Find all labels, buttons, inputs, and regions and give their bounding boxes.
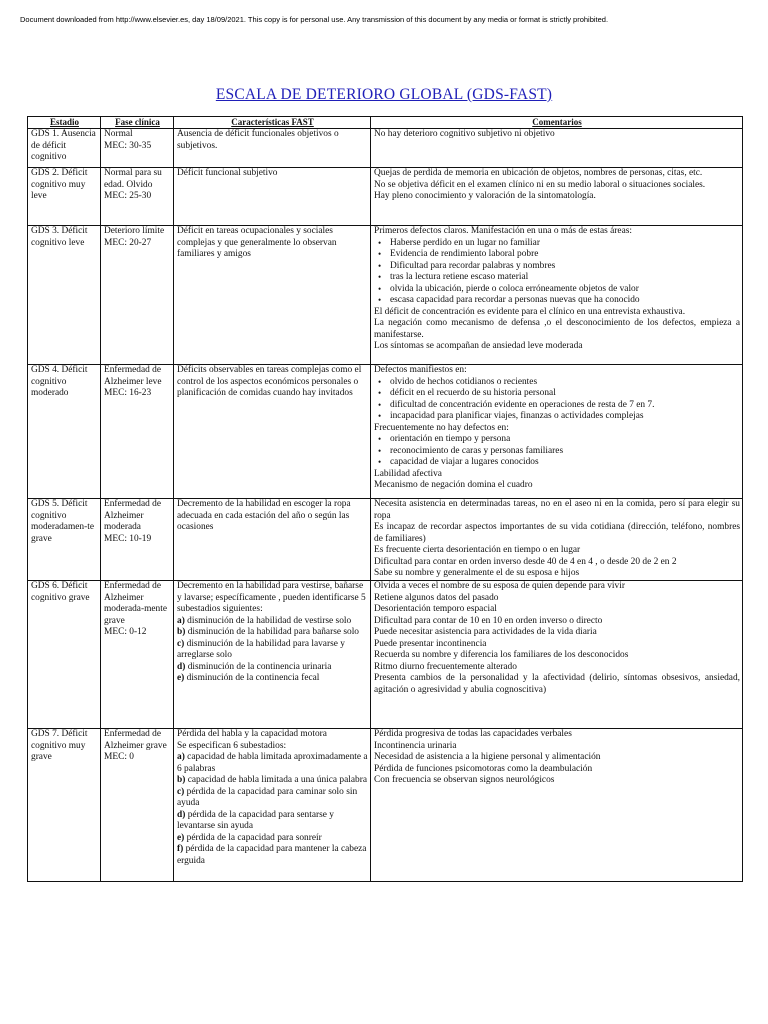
fase-line: MEC: 25-30 — [104, 191, 152, 201]
comentarios-cell — [371, 365, 743, 499]
comentarios-cell — [371, 168, 743, 226]
fast-subitem — [177, 662, 368, 674]
fast-subitem — [177, 673, 368, 685]
comment-line: Los síntomas se acompañan de ansiedad leve moderada — [374, 341, 583, 351]
fase-line: Enfermedad de Alzheimer moderada — [104, 499, 162, 532]
fast-cell — [174, 168, 371, 226]
list-item: • Evidencia de rendimiento laboral pobre — [390, 249, 740, 261]
comment-line: Dificultad para contar de 10 en 10 en orden inverso o directo — [374, 615, 603, 626]
comment-line: Quejas de perdida de memoria en ubicación de objetos, nombres de personas, citas, etc. — [374, 168, 703, 178]
estadio-cell — [28, 226, 101, 365]
fast-subitem — [177, 627, 368, 639]
fast-subitem — [177, 810, 368, 833]
comment-line: Sabe su nombre y generalmente el de su esposa e hijos — [374, 568, 580, 578]
comment-line: La negación como mecanismo de defensa ,o el desconocimiento de los defectos, empieza a manifestarse. — [374, 318, 740, 340]
fase-clinica-cell — [101, 129, 174, 168]
list-item: • Dificultad para recordar palabras y nombres — [390, 261, 740, 273]
comment-line: Frecuentemente no hay defectos en: — [374, 422, 509, 433]
comment-line: Primeros defectos claros. Manifestación en una o más de estas áreas: — [374, 226, 632, 236]
table-row — [28, 581, 743, 729]
list-item: • orientación en tiempo y persona — [390, 434, 740, 446]
fast-cell — [174, 499, 371, 581]
subitem-letter: e) — [177, 673, 187, 683]
comment-line: Presenta cambios de la personalidad y la afectividad (delirio, síntomas obsesivos, ansiedad, agitación o agresividad y abulia cognoscitiva) — [374, 673, 740, 695]
fast-cell — [174, 581, 371, 729]
subitem-letter: d) — [177, 661, 188, 672]
table-row — [28, 499, 743, 581]
header-comentarios: Comentarios — [371, 117, 743, 129]
list-item: • déficit en el recuerdo de su historia personal — [390, 388, 740, 400]
subitem-text: capacidad de habla limitada a una única palabra — [187, 775, 368, 785]
subitem-text: disminución de la habilidad para lavarse y arreglarse solo — [177, 638, 345, 660]
header-estadio: Estadio — [28, 117, 101, 129]
list-item: • dificultad de concentración evidente en operaciones de resta de 7 en 7. — [390, 400, 740, 412]
subitem-letter: a) — [177, 752, 188, 762]
subitem-text: pérdida de la capacidad para sentarse y levantarse sin ayuda — [177, 809, 334, 831]
fase-line: MEC: 0-12 — [104, 627, 147, 637]
fase-clinica-cell — [101, 729, 174, 882]
subitem-letter: b) — [177, 775, 188, 785]
comentarios-cell — [371, 499, 743, 581]
comentarios-cell — [371, 581, 743, 729]
comment-line: El déficit de concentración es evidente para el clínico en una entrevista exhaustiva. — [374, 306, 686, 317]
fase-line: MEC: 30-35 — [104, 140, 152, 151]
fase-line: MEC: 20-27 — [104, 237, 152, 248]
subitem-text: disminución de la continencia fecal — [186, 673, 320, 683]
comment-line: Desorientación temporo espacial — [374, 604, 497, 614]
estadio-cell — [28, 499, 101, 581]
list-item: • olvida la ubicación, pierde o coloca erróneamente objetos de valor — [390, 284, 740, 296]
fast-cell — [174, 226, 371, 365]
comentarios-cell — [371, 729, 743, 882]
fast-subitem — [177, 639, 368, 662]
fase-clinica-cell — [101, 365, 174, 499]
fast-cell — [174, 729, 371, 882]
fast-text: Déficit funcional subjetivo — [177, 168, 278, 178]
bullet-list — [374, 434, 740, 469]
comment-line: Pérdida de funciones psicomotoras como la deambulación — [374, 763, 593, 774]
fast-subitem — [177, 775, 368, 787]
comment-line: Retiene algunos datos del pasado — [374, 592, 499, 603]
comment-line: Con frecuencia se observan signos neurológicos — [374, 775, 555, 785]
fast-intro: Se especifican 6 subestadios: — [177, 740, 287, 751]
fast-subitem — [177, 787, 368, 810]
table-row — [28, 226, 743, 365]
bullet-list — [374, 238, 740, 307]
comment-line: Es frecuente cierta desorientación en tiempo o en lugar — [374, 545, 581, 555]
comment-line: Necesidad de asistencia a la higiene personal y alimentación — [374, 752, 601, 762]
comentarios-cell — [371, 226, 743, 365]
comment-line: No hay deterioro cognitivo subjetivo ni objetivo — [374, 129, 555, 139]
subitem-text: disminución de la habilidad para bañarse solo — [187, 627, 359, 637]
estadio-cell — [28, 129, 101, 168]
fase-line: MEC: 0 — [104, 752, 134, 762]
comment-line: Dificultad para contar en orden inverso desde 40 de 4 en 4 , o desde 20 de 2 en 2 — [374, 556, 677, 567]
subitem-text: capacidad de habla limitada aproximadamente a 6 palabras — [177, 752, 368, 774]
list-item: • capacidad de viajar a lugares conocidos — [390, 457, 740, 469]
subitem-letter: c) — [177, 638, 187, 649]
estadio-cell — [28, 729, 101, 882]
subitem-letter: d) — [177, 809, 188, 820]
fast-subitem — [177, 752, 368, 775]
subitem-letter: c) — [177, 786, 187, 797]
fase-clinica-cell — [101, 581, 174, 729]
bullet-list — [374, 377, 740, 423]
table-row — [28, 365, 743, 499]
comment-line: Pérdida progresiva de todas las capacidades verbales — [374, 729, 572, 739]
fast-intro: Decremento en la habilidad para vestirse, bañarse y lavarse; específicamente , pueden identificarse 5 subestadios siguientes: — [177, 581, 366, 614]
subitem-letter: e) — [177, 832, 187, 843]
estadio-cell — [28, 581, 101, 729]
table-row — [28, 129, 743, 168]
fase-line: MEC: 10-19 — [104, 533, 152, 544]
comment-line: Puede presentar incontinencia — [374, 638, 487, 649]
list-item: • escasa capacidad para recordar a personas nuevas que ha conocido — [390, 295, 740, 307]
estadio-text: GDS 7. Déficit cognitivo muy grave — [31, 729, 88, 762]
estadio-text: GDS 2. Déficit cognitivo muy leve — [31, 168, 88, 201]
comment-line: Defectos manifiestos en: — [374, 365, 467, 375]
fase-line: Normal para su edad. Olvido — [104, 168, 162, 190]
fast-text: Déficit en tareas ocupacionales y sociales complejas y que generalmente lo observan familiares y amigos — [177, 226, 337, 259]
list-item: • reconocimiento de caras y personas familiares — [390, 446, 740, 458]
fast-cell — [174, 365, 371, 499]
comment-line: Ritmo diurno frecuentemente alterado — [374, 661, 517, 672]
fast-subitem — [177, 616, 368, 628]
fast-cell — [174, 129, 371, 168]
header-caracteristicas-fast: Características FAST — [174, 117, 371, 129]
comment-line: Es incapaz de recordar aspectos importantes de su vida cotidiana (dirección, teléfono, nombres de familiares) — [374, 522, 740, 544]
comment-line: No se objetiva déficit en el examen clínico ni en su medio laboral o situaciones sociales. — [374, 179, 706, 190]
subitem-letter: a) — [177, 615, 188, 626]
subitem-text: pérdida de la capacidad para caminar solo sin ayuda — [177, 786, 358, 808]
table-row — [28, 729, 743, 882]
subitem-text: disminución de la continencia urinaria — [187, 661, 332, 672]
fast-subitem — [177, 833, 368, 845]
download-notice: Document downloaded from http://www.elsevier.es, day 18/09/2021. This copy is for personal use. Any transmission of this document by any media or format is strictly prohibited. — [20, 15, 609, 24]
list-item: • Haberse perdido en un lugar no familiar — [390, 238, 740, 250]
fase-line: Normal — [104, 129, 133, 139]
comment-line: Mecanismo de negación domina el cuadro — [374, 480, 533, 490]
subitem-text: disminución de la habilidad de vestirse solo — [187, 615, 352, 626]
estadio-cell — [28, 168, 101, 226]
subitem-text: pérdida de la capacidad para mantener la cabeza erguida — [177, 844, 367, 866]
comment-line: Necesita asistencia en determinadas tareas, no en el aseo ni en la comida, pero sí para elegir su ropa — [374, 499, 740, 521]
fast-intro: Pérdida del habla y la capacidad motora — [177, 729, 327, 739]
fase-line: Enfermedad de Alzheimer moderada-mente grave — [104, 581, 167, 626]
fase-line: Deterioro límite — [104, 226, 165, 236]
header-fase-clinica: Fase clínica — [101, 117, 174, 129]
table-row — [28, 168, 743, 226]
document-title: ESCALA DE DETERIORO GLOBAL (GDS-FAST) — [215, 86, 553, 103]
table-header-row — [28, 117, 743, 129]
fast-text: Decremento de la habilidad en escoger la ropa adecuada en cada estación del año o según las ocasiones — [177, 499, 351, 532]
fast-text: Ausencia de déficit funcionales objetivos o subjetivos. — [177, 129, 339, 151]
fase-line: MEC: 16-23 — [104, 388, 152, 398]
fast-subitem — [177, 844, 368, 867]
fase-clinica-cell — [101, 226, 174, 365]
comment-line: Recuerda su nombre y diferencia los familiares de los desconocidos — [374, 650, 629, 660]
estadio-text: GDS 4. Déficit cognitivo moderado — [31, 365, 88, 398]
subitem-text: pérdida de la capacidad para sonreír — [186, 832, 322, 843]
fase-line: Enfermedad de Alzheimer leve — [104, 365, 162, 387]
comment-line: Olvida a veces el nombre de su esposa de quien depende para vivir — [374, 581, 625, 591]
subitem-letter: b) — [177, 627, 188, 637]
estadio-text: GDS 5. Déficit cognitivo moderadamen-te grave — [31, 499, 94, 544]
estadio-text: GDS 1. Ausencia de déficit cognitivo — [31, 129, 96, 162]
list-item: • tras la lectura retiene escaso material — [390, 272, 740, 284]
gds-fast-table — [27, 116, 743, 882]
estadio-text: GDS 3. Déficit cognitivo leve — [31, 226, 88, 248]
comment-line: Incontinencia urinaria — [374, 740, 457, 751]
list-item: • olvido de hechos cotidianos o recientes — [390, 377, 740, 389]
estadio-text: GDS 6. Déficit cognitivo grave — [31, 581, 90, 603]
comment-line: Puede necesitar asistencia para actividades de la vida diaria — [374, 627, 597, 637]
fase-line: Enfermedad de Alzheimer grave — [104, 729, 167, 751]
comment-line: Labilidad afectiva — [374, 468, 442, 479]
fase-clinica-cell — [101, 499, 174, 581]
comment-line: Hay pleno conocimiento y valoración de la sintomatología. — [374, 191, 596, 201]
list-item: • incapacidad para planificar viajes, finanzas o actividades complejas — [390, 411, 740, 423]
estadio-cell — [28, 365, 101, 499]
subitem-letter: f) — [177, 844, 186, 854]
fase-clinica-cell — [101, 168, 174, 226]
comentarios-cell — [371, 129, 743, 168]
fast-text: Déficits observables en tareas complejas como el control de los aspectos económicos personales o planificación de comidas cuando hay invitados — [177, 365, 362, 398]
